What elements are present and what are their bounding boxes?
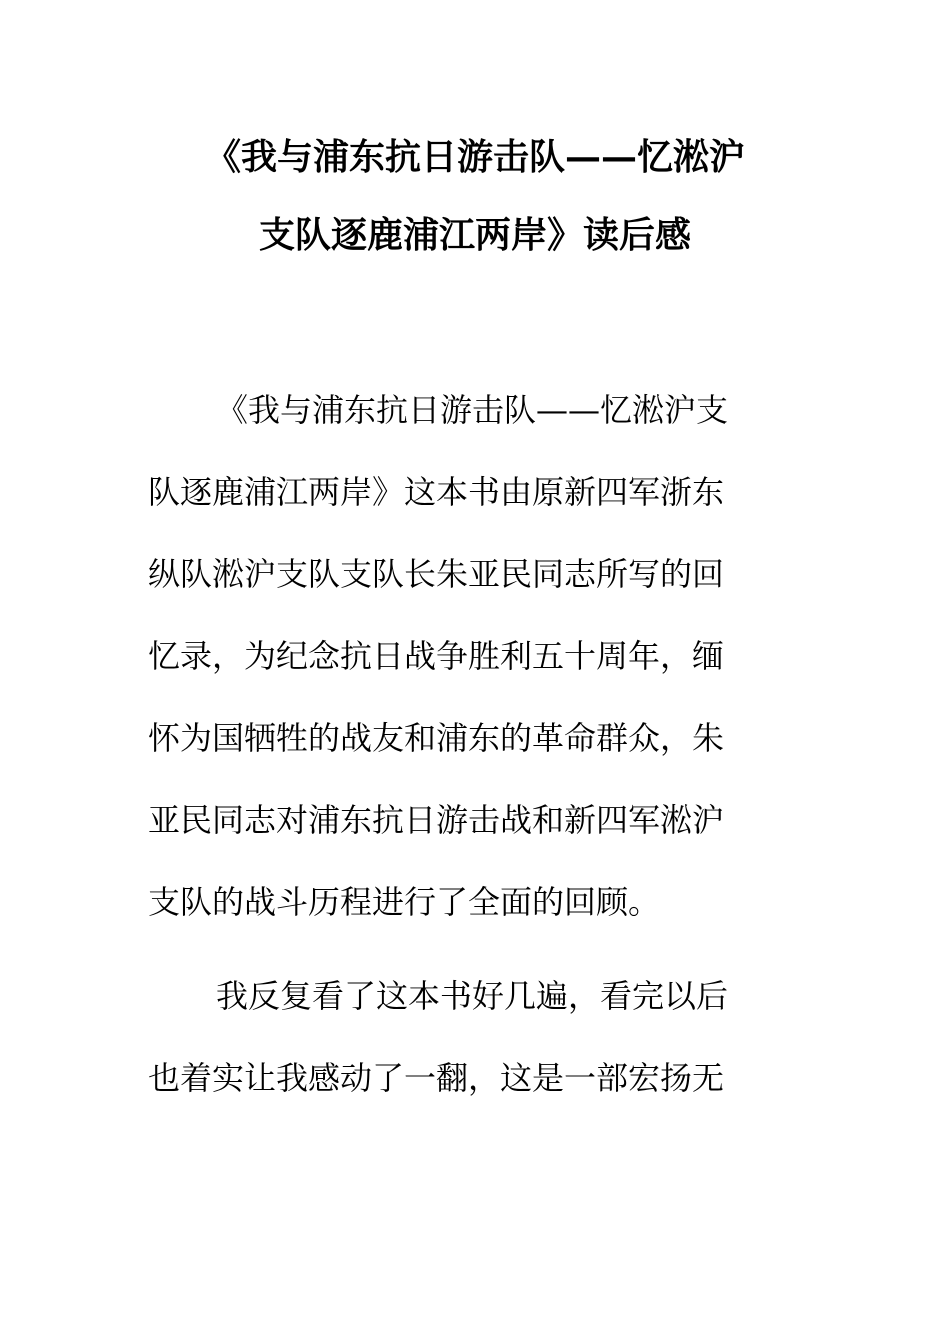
title-line: 《我与浦东抗日游击队——忆淞沪 bbox=[204, 136, 745, 178]
text-line: 也着实让我感动了一翻，这是一部宏扬无 bbox=[148, 1059, 725, 1097]
text-line: 《我与浦东抗日游击队——忆淞沪支 bbox=[216, 391, 729, 429]
text-line: 忆录，为纪念抗日战争胜利五十周年，缅 bbox=[148, 637, 725, 675]
paragraph-spacer bbox=[148, 943, 808, 955]
text-line: 纵队淞沪支队支队长朱亚民同志所写的回 bbox=[148, 555, 725, 593]
paragraph bbox=[148, 369, 808, 943]
text-line: 怀为国牺牲的战友和浦东的革命群众，朱 bbox=[148, 719, 725, 757]
text-line: 亚民同志对浦东抗日游击战和新四军淞沪 bbox=[148, 801, 725, 839]
paragraph bbox=[148, 955, 808, 1119]
text-line: 我反复看了这本书好几遍，看完以后 bbox=[216, 977, 729, 1015]
document-title bbox=[0, 118, 950, 274]
text-line: 队逐鹿浦江两岸》这本书由原新四军浙东 bbox=[148, 473, 725, 511]
title-line: 支队逐鹿浦江两岸》读后感 bbox=[258, 214, 691, 256]
text-line: 支队的战斗历程进行了全面的回顾。 bbox=[148, 883, 661, 921]
document-body bbox=[148, 369, 808, 1119]
